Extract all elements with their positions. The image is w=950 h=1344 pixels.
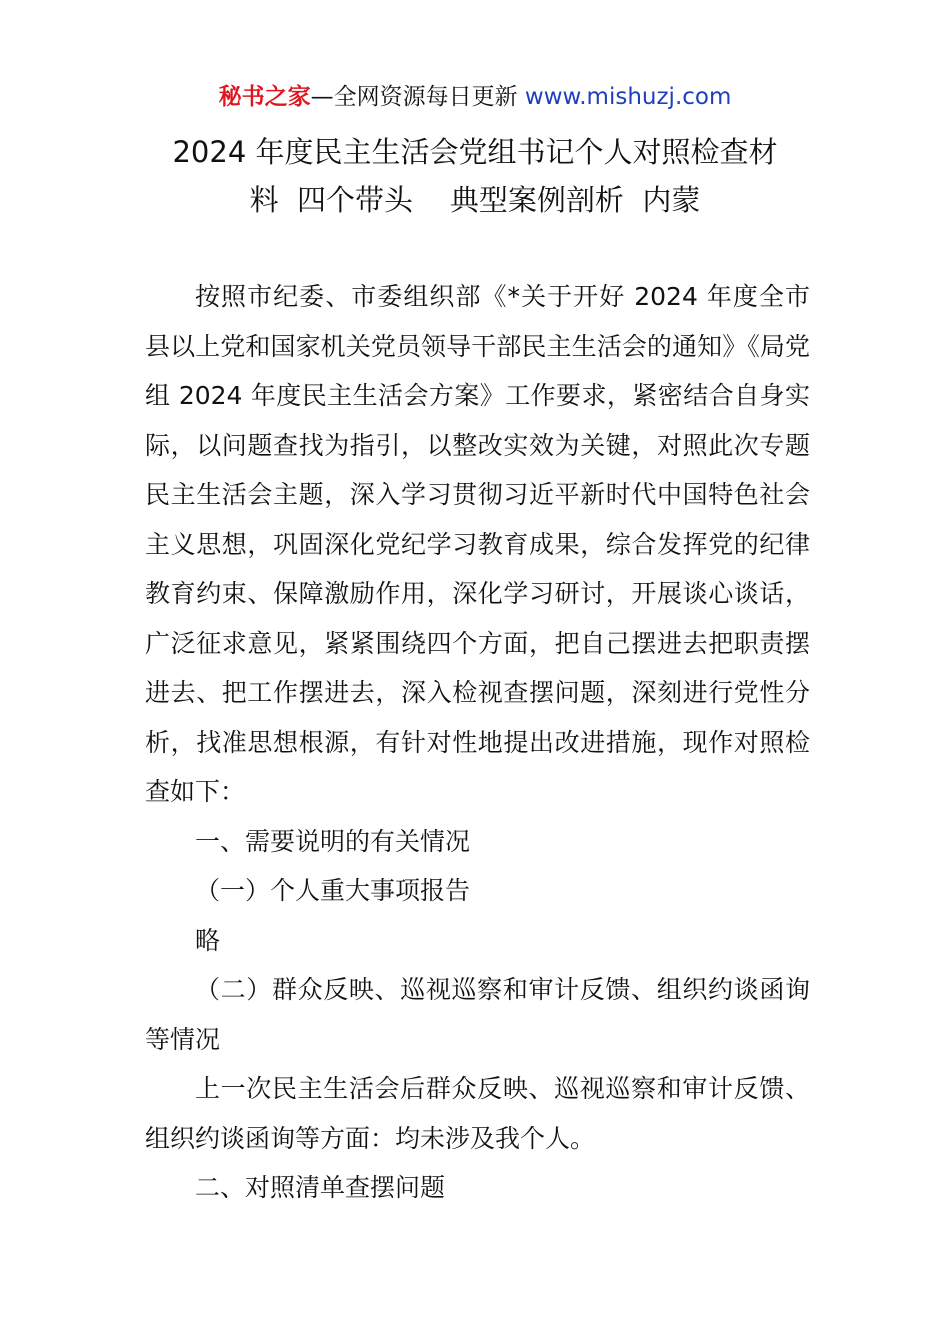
subsection-heading-2: （二）群众反映、巡视巡察和审计反馈、组织约谈函询等情况 [145,975,810,1054]
site-header [0,80,950,114]
subsection-heading-1: （一）个人重大事项报告 [195,876,471,905]
section-heading-1: 一、需要说明的有关情况 [195,826,471,856]
title-line-2: 料 四个带头 典型案例剖析 内蒙 [249,183,701,217]
header-tagline: 全网资源每日更新 [333,84,518,110]
intro-paragraph: 按照市纪委、市委组织部《*关于开好 2024 年度全市县以上党和国家机关党员领导干部民主生活会的通知》《局党组 2024 年度民主生活会方案》工作要求，紧密结合自身实际，以问题查找为指引，以整改实效为关键，对照此次专题民主生活会主题，深入学习贯彻习近平新时代中国特色社会主义思想，巩固深化党纪学习教育成果，综合发挥党的纪律教育约束、保障激励作用，深化学习研讨，开展谈心谈话，广泛征求意见，紧紧围绕四个方面，把自己摆进去把职责摆进去、把工作摆进去，深入检视查摆问题，深刻进行党性分析，找准思想根源，有针对性地提出改进措施，现作对照检查如下： [145,282,810,806]
paragraph-omitted: 略 [195,925,221,955]
section-heading-2: 二、对照清单查摆问题 [195,1173,446,1202]
document-body [145,272,810,1213]
header-dash: — [310,84,334,110]
situation-paragraph: 上一次民主生活会后群众反映、巡视巡察和审计反馈、组织约谈函询等方面：均未涉及我个人。 [145,1074,810,1153]
brand-name: 秘书之家 [218,84,311,110]
title-line-1: 2024 年度民主生活会党组书记个人对照检查材 [172,135,778,169]
document-title [120,128,830,224]
site-url-link[interactable]: www.mishuzj.com [524,84,732,110]
